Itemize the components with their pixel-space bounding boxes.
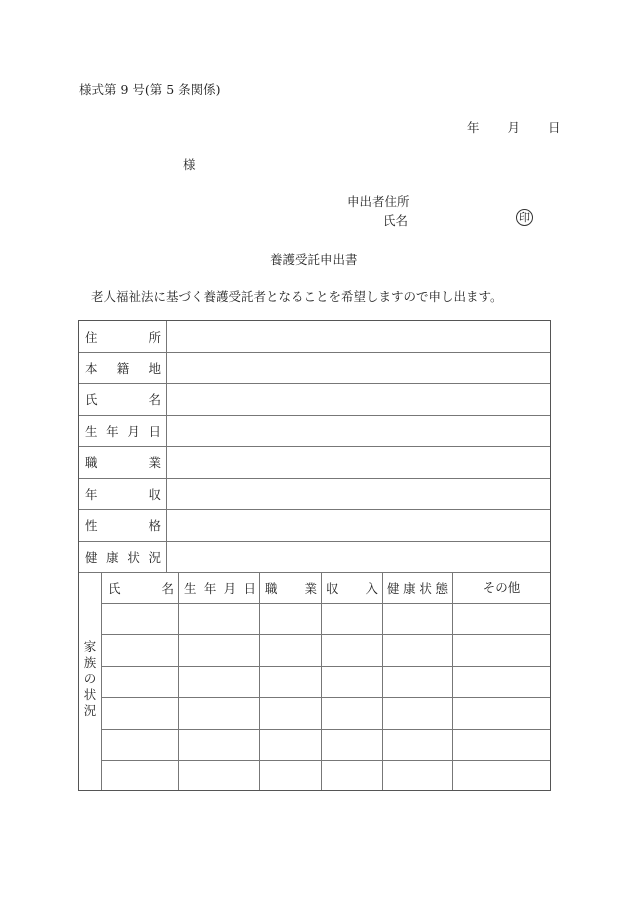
family-row — [102, 604, 550, 634]
family-income-cell[interactable] — [322, 698, 382, 729]
family-birthdate-cell[interactable] — [179, 667, 259, 697]
addressee-suffix: 様 — [183, 157, 196, 172]
label-char: 職 — [85, 455, 98, 470]
applicant-address-label: 申出者住所 — [347, 194, 410, 209]
family-health-cell[interactable] — [383, 604, 452, 634]
label-char: 住 — [85, 329, 98, 345]
label-char: 氏 — [85, 392, 98, 407]
family-name-cell[interactable] — [102, 761, 178, 790]
header-char: 入 — [365, 581, 378, 596]
family-other-cell[interactable] — [453, 761, 550, 790]
header-char: 名 — [161, 581, 174, 596]
label-char: 格 — [148, 518, 161, 533]
label-char: 月 — [127, 423, 140, 439]
family-row — [102, 730, 550, 760]
date-day-label: 日 — [547, 120, 561, 135]
family-name-cell[interactable] — [102, 604, 178, 634]
label-char: 籍 — [116, 360, 130, 376]
family-birthdate-cell[interactable] — [179, 761, 259, 790]
label-char: 業 — [148, 455, 161, 470]
date-line — [463, 118, 560, 136]
header-char: 年 — [203, 581, 217, 596]
document-title: 養護受託申出書 — [270, 252, 358, 267]
family-header-birthdate — [184, 573, 256, 603]
health-status-field[interactable] — [167, 541, 550, 572]
label-char: 本 — [85, 360, 98, 376]
family-income-cell[interactable] — [322, 604, 382, 634]
header-char: 業 — [304, 581, 317, 596]
address-field[interactable] — [167, 321, 550, 352]
family-name-cell[interactable] — [102, 667, 178, 697]
family-row — [102, 698, 550, 729]
family-section-label — [79, 639, 101, 719]
family-other-cell[interactable] — [453, 635, 550, 666]
family-other-cell[interactable] — [453, 604, 550, 634]
section-char: 況 — [83, 703, 97, 718]
header-char: 状 — [419, 581, 432, 596]
label-char: 年 — [85, 486, 98, 502]
family-header-income — [326, 573, 378, 603]
label-char: 年 — [106, 423, 119, 439]
family-other-cell[interactable] — [453, 698, 550, 729]
label-char: 康 — [106, 549, 119, 565]
family-birthdate-cell[interactable] — [179, 730, 259, 760]
family-name-cell[interactable] — [102, 698, 178, 729]
family-header-health — [387, 573, 448, 603]
family-name-cell[interactable] — [102, 635, 178, 666]
occupation-field[interactable] — [167, 446, 550, 478]
birthdate-field[interactable] — [167, 415, 550, 446]
label-occupation — [85, 446, 161, 478]
family-health-cell[interactable] — [383, 667, 452, 697]
label-char: 健 — [85, 549, 98, 565]
family-other-cell[interactable] — [453, 667, 550, 697]
label-birthdate — [85, 415, 161, 446]
header-char: 康 — [403, 581, 416, 596]
family-occupation-cell[interactable] — [260, 635, 321, 666]
label-health-status — [85, 541, 161, 572]
label-address — [85, 321, 161, 352]
family-occupation-cell[interactable] — [260, 698, 321, 729]
family-birthdate-cell[interactable] — [179, 698, 259, 729]
personality-field[interactable] — [167, 509, 550, 541]
label-char: 地 — [148, 360, 161, 376]
family-header-name — [108, 573, 174, 603]
family-other-cell[interactable] — [453, 730, 550, 760]
header-char: 月 — [223, 581, 237, 596]
family-health-cell[interactable] — [383, 635, 452, 666]
seal-icon: 印 — [516, 209, 533, 226]
seal-mark — [519, 209, 533, 226]
family-row — [102, 635, 550, 666]
label-name — [85, 383, 161, 415]
label-char: 況 — [148, 549, 161, 565]
application-table — [78, 320, 551, 791]
family-income-cell[interactable] — [322, 635, 382, 666]
header-char: 職 — [265, 581, 278, 596]
form-number: 様式第 9 号(第 5 条関係) — [79, 82, 221, 97]
family-health-cell[interactable] — [383, 698, 452, 729]
name-field[interactable] — [167, 383, 550, 415]
family-occupation-cell[interactable] — [260, 761, 321, 790]
applicant-name-label: 氏名 — [383, 213, 409, 228]
family-header-occupation — [265, 573, 317, 603]
date-year-label: 年 — [466, 120, 480, 135]
family-name-cell[interactable] — [102, 730, 178, 760]
section-char: 族 — [83, 655, 97, 670]
family-occupation-cell[interactable] — [260, 604, 321, 634]
label-personality — [85, 509, 161, 541]
header-char: 収 — [326, 581, 339, 596]
family-health-cell[interactable] — [383, 761, 452, 790]
section-char: 家 — [83, 639, 97, 654]
header-char: 態 — [435, 581, 448, 596]
label-char: 日 — [148, 423, 161, 439]
family-income-cell[interactable] — [322, 667, 382, 697]
label-char: 収 — [148, 486, 161, 502]
section-char: の — [83, 671, 97, 686]
annual-income-field[interactable] — [167, 478, 550, 509]
label-registered-domicile — [85, 352, 161, 383]
header-char: 日 — [243, 581, 256, 596]
family-income-cell[interactable] — [322, 730, 382, 760]
family-birthdate-cell[interactable] — [179, 635, 259, 666]
statement-text: 老人福祉法に基づく養護受託者となることを希望しますので申し出ます。 — [91, 289, 503, 304]
family-health-cell[interactable] — [383, 730, 452, 760]
family-birthdate-cell[interactable] — [179, 604, 259, 634]
header-char: 氏 — [108, 581, 121, 596]
family-row — [102, 761, 550, 790]
section-char: 状 — [83, 687, 97, 702]
registered-domicile-field[interactable] — [167, 352, 550, 383]
label-annual-income — [85, 478, 161, 509]
label-char: 所 — [148, 329, 161, 345]
family-income-cell[interactable] — [322, 761, 382, 790]
family-header-other: その他 — [482, 580, 521, 595]
header-char: 健 — [387, 581, 400, 596]
label-char: 性 — [85, 518, 98, 533]
label-char: 状 — [127, 549, 140, 565]
family-row — [102, 667, 550, 697]
date-month-label: 月 — [507, 120, 520, 135]
label-char: 生 — [85, 423, 98, 439]
family-occupation-cell[interactable] — [260, 730, 321, 760]
family-occupation-cell[interactable] — [260, 667, 321, 697]
label-char: 名 — [148, 392, 161, 407]
header-char: 生 — [184, 581, 197, 596]
